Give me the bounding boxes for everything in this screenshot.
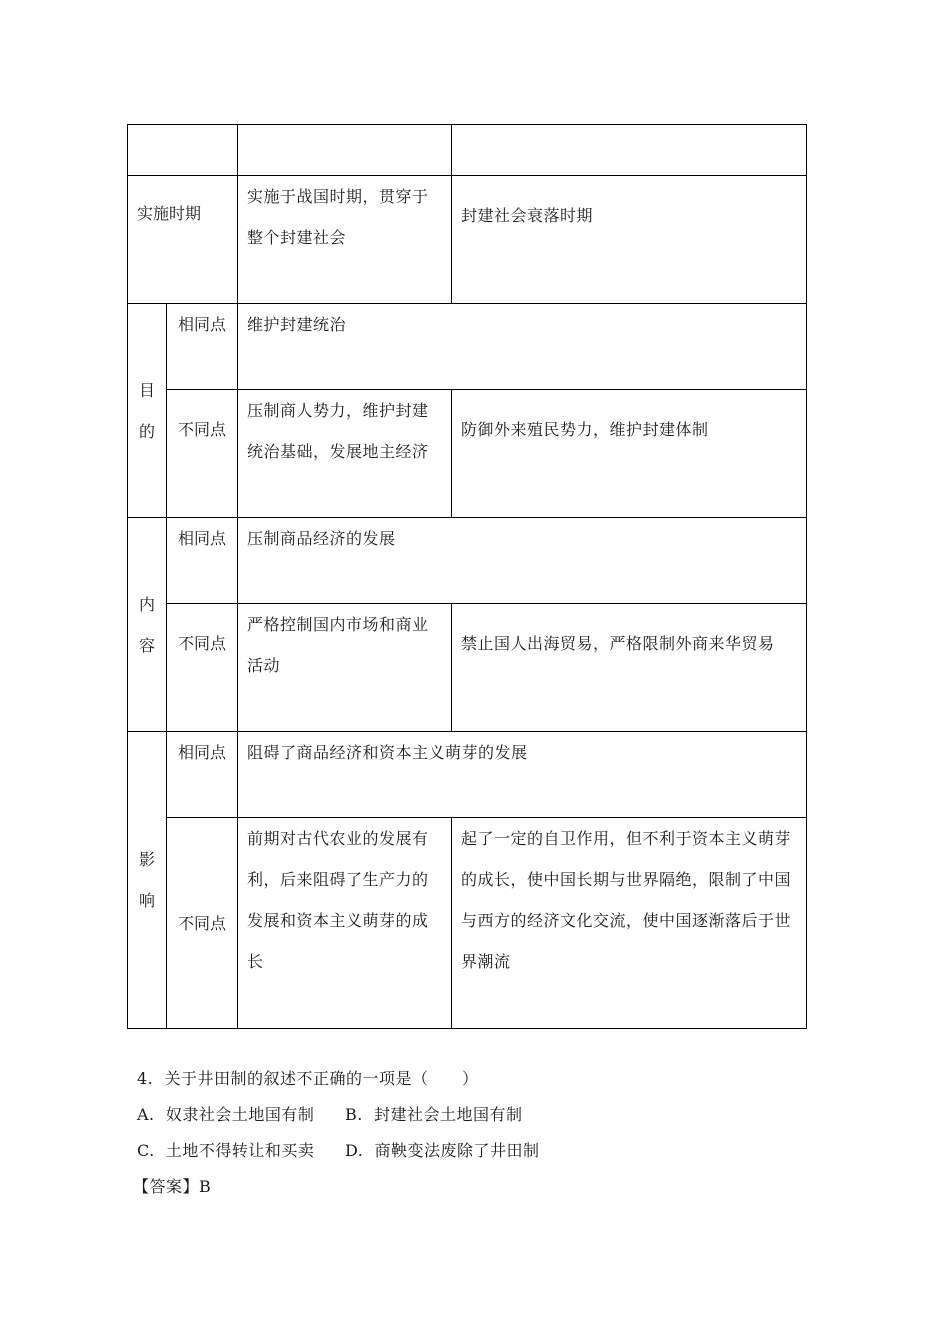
table-row-impact-diff [128, 818, 807, 1029]
purpose-same-label: 相同点 [167, 304, 238, 390]
group-label-content: 内 容 [128, 518, 167, 732]
table-header-row [128, 125, 807, 176]
impact-diff-col2: 起了一定的自卫作用，但不利于资本主义萌芽 的成长，使中国长期与世界隔绝，限制了中国 与西方的经济文化交流，使中国逐渐落后于世 界潮流 [452, 818, 807, 1029]
option-d: D. 商鞅变法废除了井田制 [345, 1141, 540, 1160]
option-b: B. 封建社会土地国有制 [345, 1105, 523, 1124]
impact-same-value: 阻碍了商品经济和资本主义萌芽的发展 [238, 732, 807, 818]
purpose-same-value: 维护封建统治 [238, 304, 807, 390]
impact-diff-label: 不同点 [167, 818, 238, 1029]
option-c: C. 土地不得转让和买卖 [137, 1141, 315, 1160]
header-cell [238, 125, 452, 176]
period-col1: 实施于战国时期，贯穿于 整个封建社会 [238, 176, 452, 304]
content-same-value: 压制商品经济的发展 [238, 518, 807, 604]
table-row-period [128, 176, 807, 304]
header-cell [452, 125, 807, 176]
table-row-impact-same [128, 732, 807, 818]
purpose-diff-col2: 防御外来殖民势力，维护封建体制 [452, 390, 807, 518]
question-stem: 4. 关于井田制的叙述不正确的一项是（ ） [137, 1069, 479, 1088]
table-row-purpose-diff [128, 390, 807, 518]
header-cell [128, 125, 238, 176]
table-row-purpose-same [128, 304, 807, 390]
group-label-purpose: 目 的 [128, 304, 167, 518]
content-same-label: 相同点 [167, 518, 238, 604]
answer-line: 【答案】B [133, 1177, 212, 1196]
impact-same-label: 相同点 [167, 732, 238, 818]
content-diff-col2: 禁止国人出海贸易，严格限制外商来华贸易 [452, 604, 807, 732]
group-label-impact: 影 响 [128, 732, 167, 1029]
option-a: A. 奴隶社会土地国有制 [137, 1105, 315, 1124]
table-row-content-same [128, 518, 807, 604]
period-col2: 封建社会衰落时期 [452, 176, 807, 304]
content-diff-col1: 严格控制国内市场和商业 活动 [238, 604, 452, 732]
table-row-content-diff [128, 604, 807, 732]
purpose-diff-col1: 压制商人势力，维护封建 统治基础，发展地主经济 [238, 390, 452, 518]
content-diff-label: 不同点 [167, 604, 238, 732]
comparison-table [127, 124, 807, 1029]
impact-diff-col1: 前期对古代农业的发展有 利，后来阻碍了生产力的 发展和资本主义萌芽的成 长 [238, 818, 452, 1029]
row-label-period: 实施时期 [128, 176, 238, 304]
purpose-diff-label: 不同点 [167, 390, 238, 518]
